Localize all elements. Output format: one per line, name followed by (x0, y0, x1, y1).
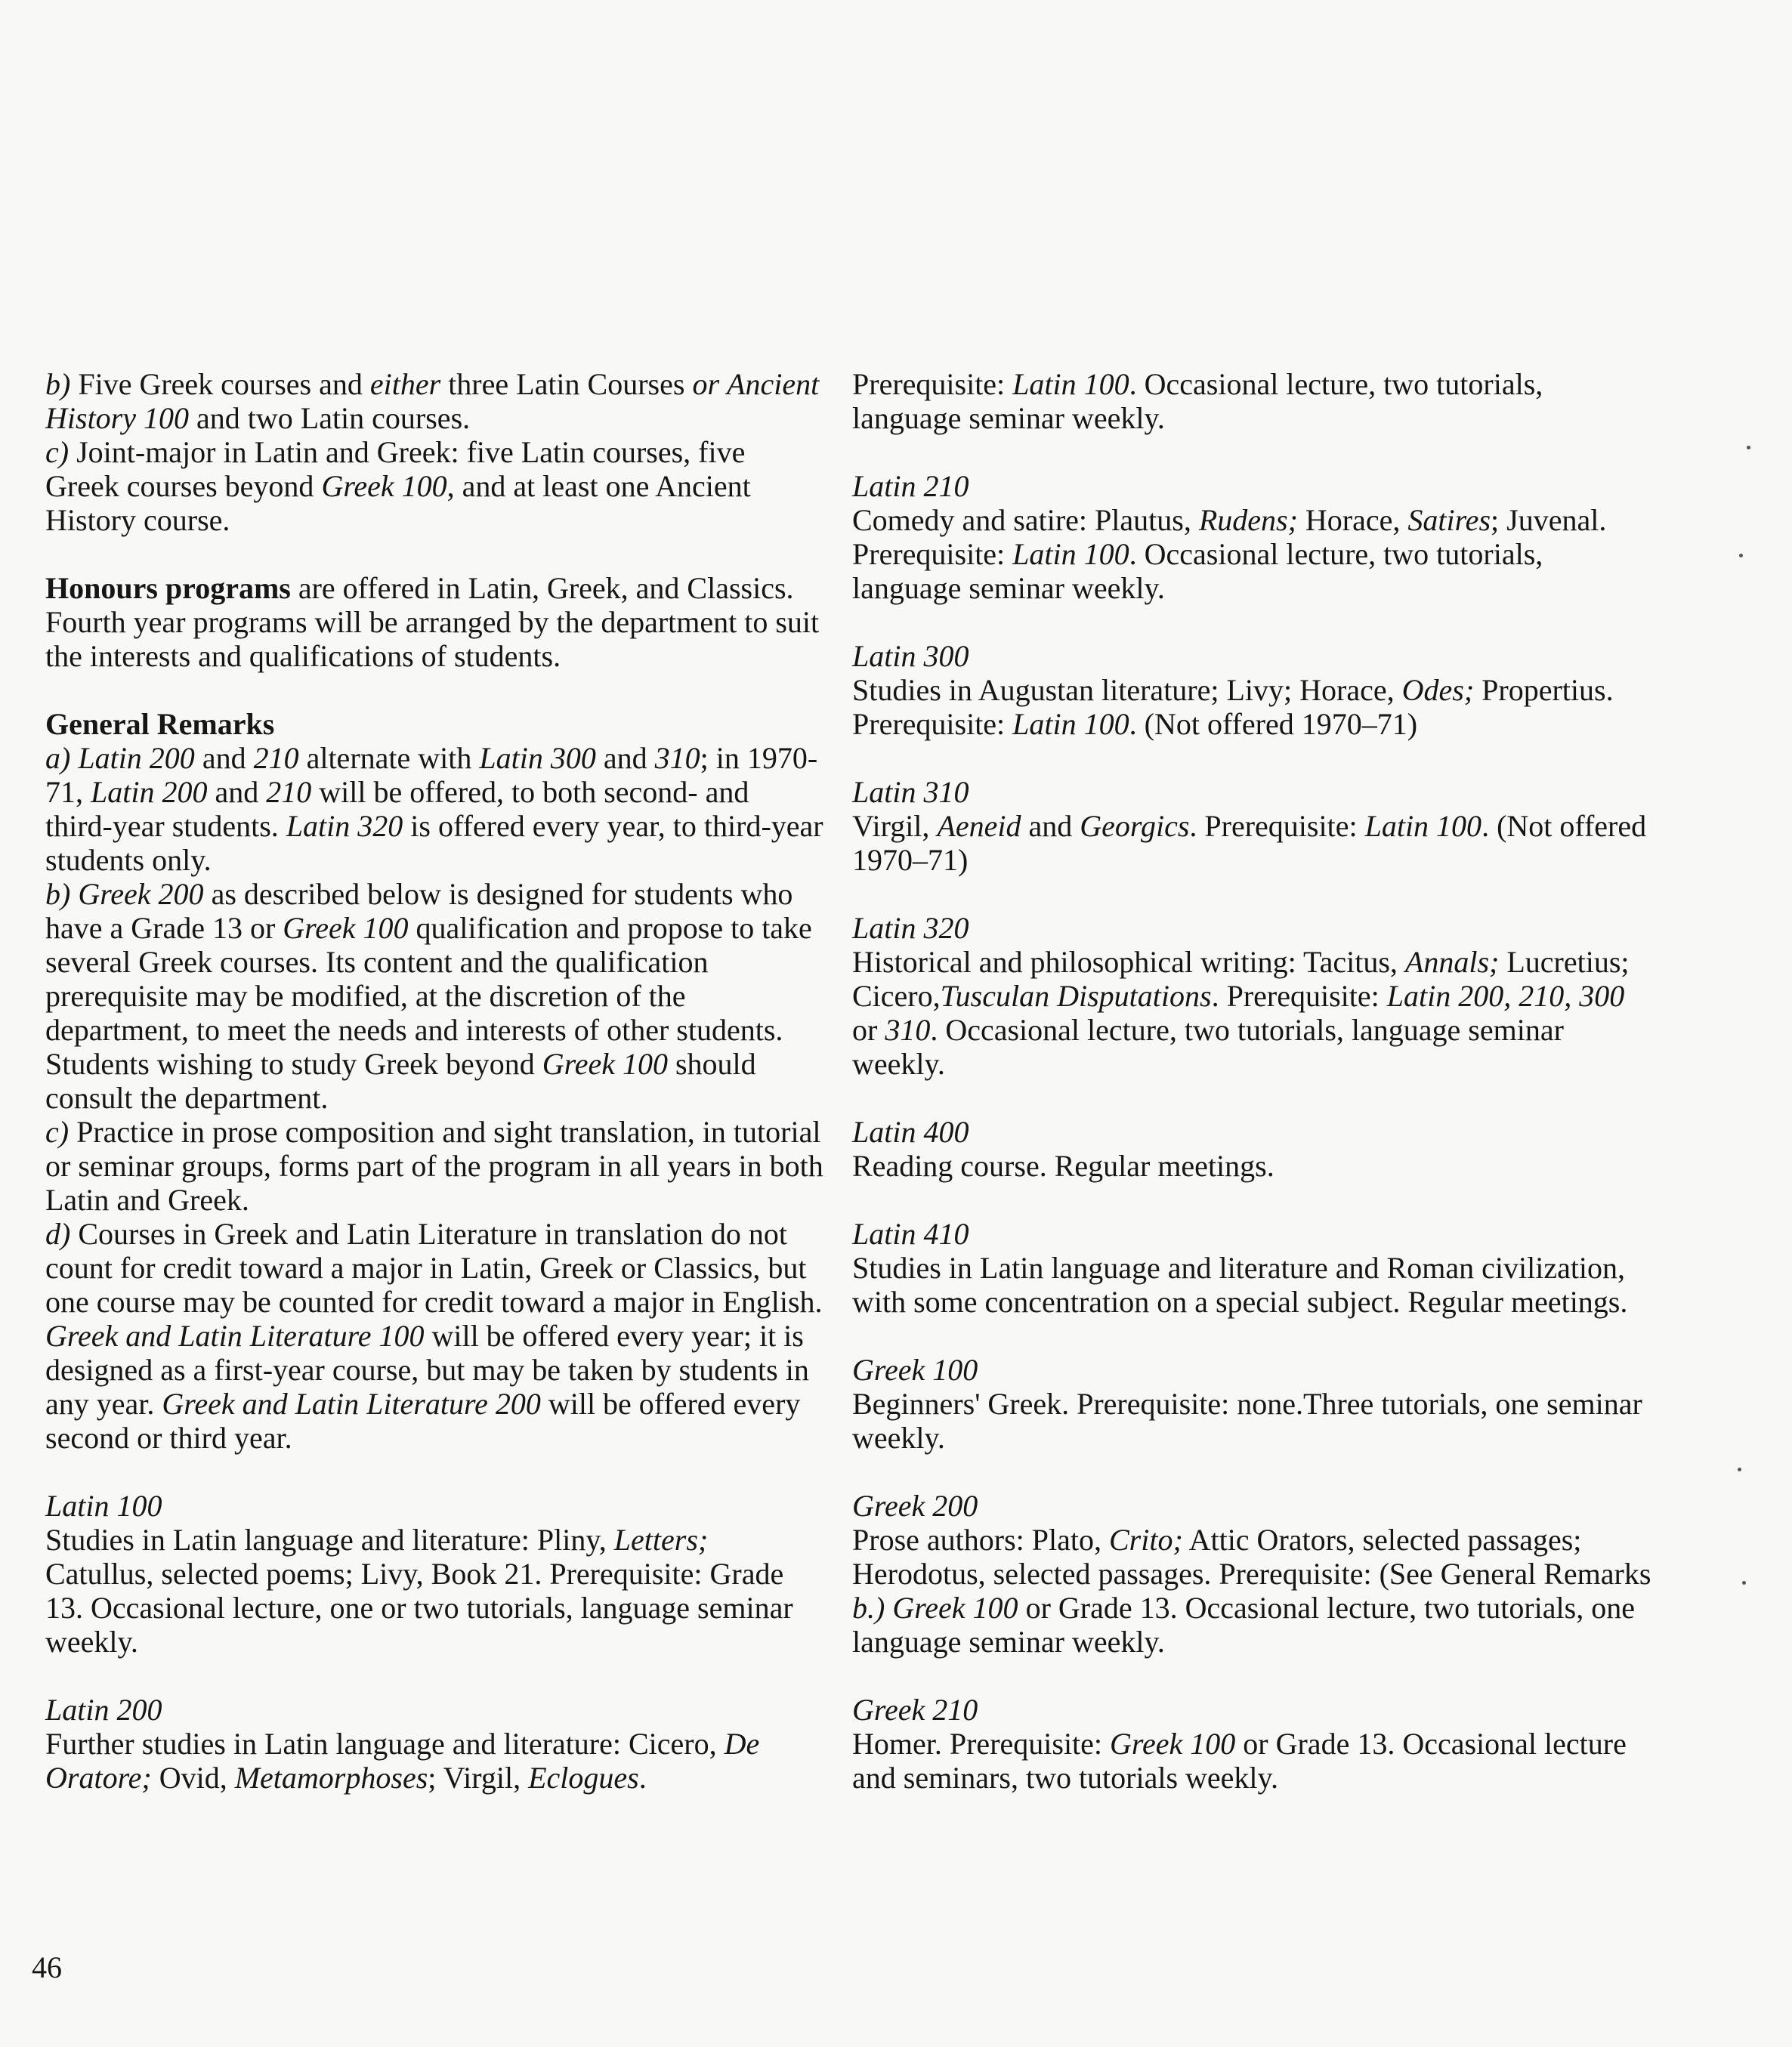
left-column (45, 367, 823, 1795)
course-title: Latin 300 (852, 639, 969, 673)
course-latin-320 (852, 911, 1653, 1081)
course-latin-300 (852, 639, 1653, 741)
course-description: Studies in Latin language and literature: Pliny, Letters; Catullus, selected poems; Livy, Book 21. Prerequisite: Grade 13. Occasional lecture, one or two tutorials, language seminar weekly. (45, 1523, 793, 1659)
page-number: 46 (32, 1950, 62, 1984)
major-requirement-c: c) Joint-major in Latin and Greek: five Latin courses, five Greek courses beyond Greek 100, and at least one Ancient History course. (45, 435, 751, 537)
course-title: Latin 410 (852, 1217, 969, 1251)
course-title: Greek 200 (852, 1489, 978, 1523)
remark-a: a) Latin 200 and 210 alternate with Latin 300 and 310; in 1970-71, Latin 200 and 210 will be offered, to both second- and third-year students. Latin 320 is offered every year, to third-year students only. (45, 741, 823, 877)
course-title: Latin 320 (852, 911, 969, 945)
scan-speck (1739, 554, 1743, 557)
scan-speck (1742, 1581, 1746, 1585)
course-description: Further studies in Latin language and literature: Cicero, De Oratore; Ovid, Metamorphoses; Virgil, Eclogues. (45, 1727, 760, 1795)
course-description: Comedy and satire: Plautus, Rudens; Horace, Satires; Juvenal. Prerequisite: Latin 100. Occasional lecture, two tutorials, language seminar weekly. (852, 503, 1607, 605)
course-description: Studies in Augustan literature; Livy; Horace, Odes; Propertius. Prerequisite: Latin 100. (Not offered 1970–71) (852, 673, 1614, 741)
course-greek-200 (852, 1489, 1653, 1659)
honours-programs-paragraph: Honours programs are offered in Latin, Greek, and Classics. Fourth year programs will be arranged by the department to suit the interests and qualifications of students. (45, 571, 820, 673)
course-title: Greek 100 (852, 1353, 978, 1387)
course-title: Latin 310 (852, 775, 969, 809)
remark-c: c) Practice in prose composition and sight translation, in tutorial or seminar groups, forms part of the program in all years in both Latin and Greek. (45, 1115, 823, 1217)
general-remarks-heading: General Remarks (45, 707, 275, 741)
course-title: Latin 200 (45, 1693, 162, 1727)
course-description: Reading course. Regular meetings. (852, 1149, 1274, 1183)
remark-d: d) Courses in Greek and Latin Literature in translation do not count for credit toward a major in Latin, Greek or Classics, but one course may be counted for credit toward a major in English. Greek and Latin Literature 100 will be offered every year; it is designed as a first-year course, but may be taken by students in any year. Greek and Latin Literature 200 will be offered every second or third year. (45, 1217, 823, 1455)
course-title: Latin 100 (45, 1489, 162, 1523)
scan-speck (1747, 446, 1750, 449)
course-latin-410 (852, 1217, 1653, 1319)
remark-b: b) Greek 200 as described below is designed for students who have a Grade 13 or Greek 100 qualification and propose to take several Greek courses. Its content and the qualification prerequisite may be modified, at the discretion of the department, to meet the needs and interests of other students. Students wishing to study Greek beyond Greek 100 should consult the department. (45, 877, 812, 1115)
course-latin-400 (852, 1115, 1653, 1183)
course-greek-100 (852, 1353, 1653, 1455)
scan-speck (1738, 1468, 1741, 1471)
course-description: Studies in Latin language and literature and Roman civilization, with some concentration on a special subject. Regular meetings. (852, 1251, 1628, 1319)
course-description: Historical and philosophical writing: Tacitus, Annals; Lucretius; Cicero,Tusculan Disputations. Prerequisite: Latin 200, 210, 300 or 310. Occasional lecture, two tutorials, language seminar weekly. (852, 945, 1630, 1081)
course-description: Virgil, Aeneid and Georgics. Prerequisite: Latin 100. (Not offered 1970–71) (852, 809, 1647, 877)
major-requirement-b: b) Five Greek courses and either three Latin Courses or Ancient History 100 and two Latin courses. (45, 367, 820, 435)
course-latin-100 (45, 1489, 823, 1659)
course-greek-210 (852, 1693, 1653, 1795)
course-title: Latin 210 (852, 469, 969, 503)
course-title: Latin 400 (852, 1115, 969, 1149)
latin-200-continued: Prerequisite: Latin 100. Occasional lecture, two tutorials, language seminar weekly. (852, 367, 1543, 435)
course-latin-310 (852, 775, 1653, 877)
course-description: Homer. Prerequisite: Greek 100 or Grade 13. Occasional lecture and seminars, two tutorials weekly. (852, 1727, 1627, 1795)
course-title: Greek 210 (852, 1693, 978, 1727)
right-column (852, 367, 1653, 1795)
course-latin-210 (852, 469, 1653, 605)
course-description: Prose authors: Plato, Crito; Attic Orators, selected passages; Herodotus, selected passages. Prerequisite: (See General Remarks b.) Greek 100 or Grade 13. Occasional lecture, two tutorials, one language seminar weekly. (852, 1523, 1651, 1659)
course-description: Beginners' Greek. Prerequisite: none.Three tutorials, one seminar weekly. (852, 1387, 1642, 1455)
course-latin-200 (45, 1693, 823, 1795)
